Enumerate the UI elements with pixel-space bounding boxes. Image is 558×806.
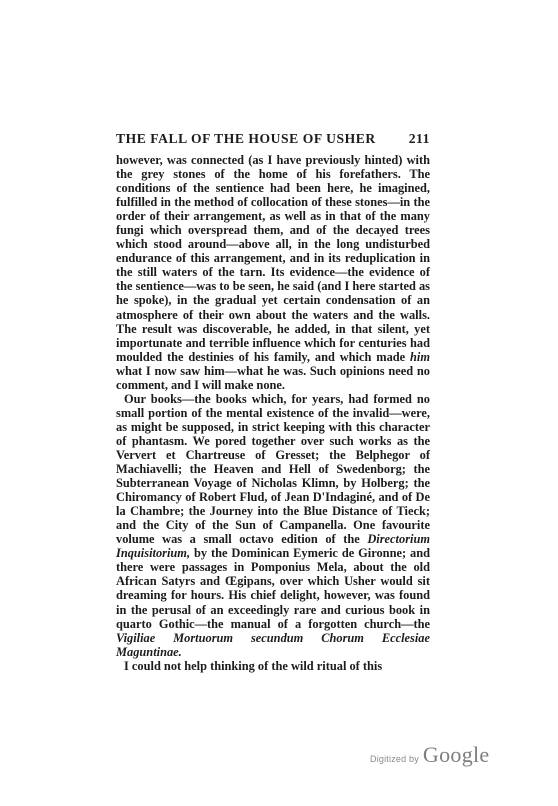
- paragraph-2-middle: by the Dominican Eymeric de Gironne; and there were passages in Pomponius Mela, about the old African Satyrs and Œgipans, over which Usher would sit dreaming for hours. His chief delight, however, was found in the perusal of an exceedingly rare and curious book in quarto Gothic—the manual of a forgotten church—the: [116, 546, 430, 631]
- paragraph-1-end: what I now saw him—what he was. Such opinions need no comment, and I will make none.: [116, 363, 430, 392]
- paragraph-3-text: I could not help thinking of the wild ritual of this: [124, 658, 383, 673]
- page-number: 211: [408, 131, 430, 146]
- body-text: [116, 153, 430, 673]
- google-logo: Google: [422, 742, 490, 767]
- paragraph-2-emphasis-2: Vigiliae Mortuorum secundum Chorum Ecclesiae Maguntinae.: [116, 630, 430, 659]
- running-title: THE FALL OF THE HOUSE OF USHER: [116, 131, 376, 146]
- digitized-watermark: [370, 742, 490, 768]
- watermark-prefix: Digitized by: [370, 754, 419, 764]
- paragraph-1: [116, 153, 430, 392]
- paragraph-2-emphasis-1: Directorium Inquisitorium,: [116, 532, 430, 561]
- paragraph-2-text: Our books—the books which, for years, had formed no small portion of the mental existence of the invalid—were, as might be supposed, in strict keeping with this character of phantasm. We pored together over such works as the Ververt et Chartreuse of Gresset; the Belphegor of Machiavelli; the Heaven and Hell of Swedenborg; the Subterranean Voyage of Nicholas Klimn, by Holberg; the Chiromancy of Robert Flud, of Jean D'Indaginé, and of De la Chambre; the Journey into the Blue Distance of Tieck; and the City of the Sun of Campanella. One favourite volume was a small octavo edition of the: [116, 391, 430, 547]
- paragraph-3: [116, 659, 430, 673]
- paragraph-1-text: however, was connected (as I have previously hinted) with the grey stones of the home of his forefathers. The conditions of the sentience had been here, he imagined, fulfilled in the method of collocation of these stones—in the order of their arrangement, as well as in that of the many fungi which overspread them, and of the decayed trees which stood around—above all, in the long undisturbed endurance of this arrangement, and in its reduplication in the still waters of the tarn. Its evidence—the evidence of the sentience—was to be seen, he said (and I here started as he spoke), in the gradual yet certain condensation of an atmosphere of their own about the waters and the walls. The result was discoverable, he added, in that silent, yet importunate and terrible influence which for centuries had moulded the destinies of his family, and which made: [116, 153, 430, 364]
- running-header: [116, 131, 430, 147]
- paragraph-2: [116, 392, 430, 659]
- paragraph-1-emphasis: him: [410, 349, 430, 364]
